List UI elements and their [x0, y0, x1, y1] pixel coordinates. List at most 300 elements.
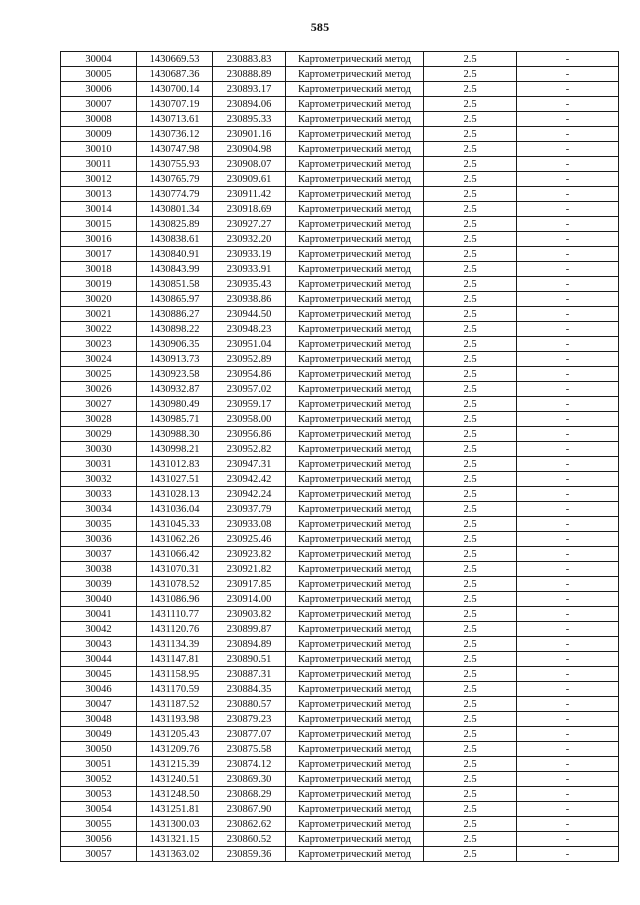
y-coordinate-cell: 230903.82 — [213, 607, 286, 622]
table-row — [61, 172, 619, 187]
x-coordinate-cell: 1431215.39 — [137, 757, 213, 772]
y-coordinate-cell: 230947.31 — [213, 457, 286, 472]
method-cell: Картометрический метод — [286, 802, 424, 817]
point-number-cell: 30045 — [61, 667, 137, 682]
note-cell: - — [517, 52, 619, 67]
y-coordinate-cell: 230959.17 — [213, 397, 286, 412]
accuracy-cell: 2.5 — [424, 442, 517, 457]
table-row — [61, 232, 619, 247]
note-cell: - — [517, 127, 619, 142]
method-cell: Картометрический метод — [286, 697, 424, 712]
note-cell: - — [517, 337, 619, 352]
accuracy-cell: 2.5 — [424, 712, 517, 727]
y-coordinate-cell: 230933.19 — [213, 247, 286, 262]
note-cell: - — [517, 322, 619, 337]
note-cell: - — [517, 772, 619, 787]
point-number-cell: 30027 — [61, 397, 137, 412]
x-coordinate-cell: 1430765.79 — [137, 172, 213, 187]
point-number-cell: 30004 — [61, 52, 137, 67]
table-row — [61, 667, 619, 682]
y-coordinate-cell: 230927.27 — [213, 217, 286, 232]
accuracy-cell: 2.5 — [424, 187, 517, 202]
point-number-cell: 30013 — [61, 187, 137, 202]
method-cell: Картометрический метод — [286, 247, 424, 262]
table-row — [61, 217, 619, 232]
point-number-cell: 30032 — [61, 472, 137, 487]
table-row — [61, 67, 619, 82]
x-coordinate-cell: 1430886.27 — [137, 307, 213, 322]
x-coordinate-cell: 1430736.12 — [137, 127, 213, 142]
table-row — [61, 352, 619, 367]
table-row — [61, 412, 619, 427]
note-cell: - — [517, 67, 619, 82]
accuracy-cell: 2.5 — [424, 817, 517, 832]
note-cell: - — [517, 787, 619, 802]
method-cell: Картометрический метод — [286, 352, 424, 367]
x-coordinate-cell: 1430985.71 — [137, 412, 213, 427]
accuracy-cell: 2.5 — [424, 802, 517, 817]
note-cell: - — [517, 817, 619, 832]
method-cell: Картометрический метод — [286, 487, 424, 502]
x-coordinate-cell: 1430865.97 — [137, 292, 213, 307]
method-cell: Картометрический метод — [286, 337, 424, 352]
point-number-cell: 30042 — [61, 622, 137, 637]
note-cell: - — [517, 442, 619, 457]
accuracy-cell: 2.5 — [424, 667, 517, 682]
y-coordinate-cell: 230893.17 — [213, 82, 286, 97]
note-cell: - — [517, 577, 619, 592]
y-coordinate-cell: 230933.08 — [213, 517, 286, 532]
method-cell: Картометрический метод — [286, 202, 424, 217]
method-cell: Картометрический метод — [286, 157, 424, 172]
x-coordinate-cell: 1430843.99 — [137, 262, 213, 277]
x-coordinate-cell: 1430755.93 — [137, 157, 213, 172]
note-cell: - — [517, 517, 619, 532]
y-coordinate-cell: 230911.42 — [213, 187, 286, 202]
accuracy-cell: 2.5 — [424, 217, 517, 232]
method-cell: Картометрический метод — [286, 772, 424, 787]
y-coordinate-cell: 230890.51 — [213, 652, 286, 667]
x-coordinate-cell: 1431070.31 — [137, 562, 213, 577]
y-coordinate-cell: 230874.12 — [213, 757, 286, 772]
y-coordinate-cell: 230877.07 — [213, 727, 286, 742]
point-number-cell: 30048 — [61, 712, 137, 727]
accuracy-cell: 2.5 — [424, 337, 517, 352]
table-row — [61, 262, 619, 277]
y-coordinate-cell: 230952.89 — [213, 352, 286, 367]
table-row — [61, 127, 619, 142]
method-cell: Картометрический метод — [286, 292, 424, 307]
table-row — [61, 817, 619, 832]
point-number-cell: 30010 — [61, 142, 137, 157]
method-cell: Картометрический метод — [286, 667, 424, 682]
method-cell: Картометрический метод — [286, 787, 424, 802]
method-cell: Картометрический метод — [286, 712, 424, 727]
method-cell: Картометрический метод — [286, 757, 424, 772]
point-number-cell: 30034 — [61, 502, 137, 517]
table-row — [61, 502, 619, 517]
accuracy-cell: 2.5 — [424, 52, 517, 67]
method-cell: Картометрический метод — [286, 442, 424, 457]
method-cell: Картометрический метод — [286, 127, 424, 142]
note-cell: - — [517, 202, 619, 217]
point-number-cell: 30028 — [61, 412, 137, 427]
coordinates-table — [60, 51, 619, 862]
method-cell: Картометрический метод — [286, 322, 424, 337]
y-coordinate-cell: 230933.91 — [213, 262, 286, 277]
accuracy-cell: 2.5 — [424, 517, 517, 532]
accuracy-cell: 2.5 — [424, 622, 517, 637]
method-cell: Картометрический метод — [286, 412, 424, 427]
x-coordinate-cell: 1431027.51 — [137, 472, 213, 487]
table-row — [61, 682, 619, 697]
table-row — [61, 607, 619, 622]
method-cell: Картометрический метод — [286, 577, 424, 592]
method-cell: Картометрический метод — [286, 622, 424, 637]
method-cell: Картометрический метод — [286, 637, 424, 652]
table-row — [61, 307, 619, 322]
x-coordinate-cell: 1430801.34 — [137, 202, 213, 217]
note-cell: - — [517, 382, 619, 397]
x-coordinate-cell: 1431134.39 — [137, 637, 213, 652]
point-number-cell: 30053 — [61, 787, 137, 802]
x-coordinate-cell: 1431240.51 — [137, 772, 213, 787]
table-row — [61, 277, 619, 292]
method-cell: Картометрический метод — [286, 547, 424, 562]
point-number-cell: 30011 — [61, 157, 137, 172]
table-row — [61, 742, 619, 757]
accuracy-cell: 2.5 — [424, 322, 517, 337]
point-number-cell: 30021 — [61, 307, 137, 322]
y-coordinate-cell: 230925.46 — [213, 532, 286, 547]
accuracy-cell: 2.5 — [424, 637, 517, 652]
accuracy-cell: 2.5 — [424, 532, 517, 547]
method-cell: Картометрический метод — [286, 682, 424, 697]
x-coordinate-cell: 1431363.02 — [137, 847, 213, 862]
note-cell: - — [517, 292, 619, 307]
x-coordinate-cell: 1431120.76 — [137, 622, 213, 637]
x-coordinate-cell: 1431078.52 — [137, 577, 213, 592]
x-coordinate-cell: 1430980.49 — [137, 397, 213, 412]
table-row — [61, 532, 619, 547]
x-coordinate-cell: 1431147.81 — [137, 652, 213, 667]
note-cell: - — [517, 142, 619, 157]
accuracy-cell: 2.5 — [424, 292, 517, 307]
x-coordinate-cell: 1430932.87 — [137, 382, 213, 397]
accuracy-cell: 2.5 — [424, 142, 517, 157]
x-coordinate-cell: 1431187.52 — [137, 697, 213, 712]
accuracy-cell: 2.5 — [424, 247, 517, 262]
accuracy-cell: 2.5 — [424, 457, 517, 472]
table-row — [61, 472, 619, 487]
note-cell: - — [517, 487, 619, 502]
point-number-cell: 30025 — [61, 367, 137, 382]
x-coordinate-cell: 1431012.83 — [137, 457, 213, 472]
accuracy-cell: 2.5 — [424, 97, 517, 112]
y-coordinate-cell: 230901.16 — [213, 127, 286, 142]
point-number-cell: 30008 — [61, 112, 137, 127]
x-coordinate-cell: 1431036.04 — [137, 502, 213, 517]
table-row — [61, 697, 619, 712]
y-coordinate-cell: 230894.06 — [213, 97, 286, 112]
x-coordinate-cell: 1431209.76 — [137, 742, 213, 757]
accuracy-cell: 2.5 — [424, 112, 517, 127]
method-cell: Картометрический метод — [286, 217, 424, 232]
method-cell: Картометрический метод — [286, 367, 424, 382]
point-number-cell: 30026 — [61, 382, 137, 397]
y-coordinate-cell: 230954.86 — [213, 367, 286, 382]
y-coordinate-cell: 230909.61 — [213, 172, 286, 187]
table-row — [61, 787, 619, 802]
point-number-cell: 30018 — [61, 262, 137, 277]
y-coordinate-cell: 230942.24 — [213, 487, 286, 502]
accuracy-cell: 2.5 — [424, 607, 517, 622]
y-coordinate-cell: 230935.43 — [213, 277, 286, 292]
x-coordinate-cell: 1431158.95 — [137, 667, 213, 682]
point-number-cell: 30012 — [61, 172, 137, 187]
y-coordinate-cell: 230862.62 — [213, 817, 286, 832]
y-coordinate-cell: 230895.33 — [213, 112, 286, 127]
y-coordinate-cell: 230917.85 — [213, 577, 286, 592]
method-cell: Картометрический метод — [286, 277, 424, 292]
y-coordinate-cell: 230958.00 — [213, 412, 286, 427]
table-row — [61, 187, 619, 202]
note-cell: - — [517, 742, 619, 757]
y-coordinate-cell: 230859.36 — [213, 847, 286, 862]
note-cell: - — [517, 697, 619, 712]
x-coordinate-cell: 1431110.77 — [137, 607, 213, 622]
x-coordinate-cell: 1430988.30 — [137, 427, 213, 442]
table-row — [61, 517, 619, 532]
note-cell: - — [517, 547, 619, 562]
table-row — [61, 592, 619, 607]
method-cell: Картометрический метод — [286, 502, 424, 517]
accuracy-cell: 2.5 — [424, 172, 517, 187]
table-row — [61, 847, 619, 862]
point-number-cell: 30036 — [61, 532, 137, 547]
accuracy-cell: 2.5 — [424, 772, 517, 787]
method-cell: Картометрический метод — [286, 232, 424, 247]
accuracy-cell: 2.5 — [424, 847, 517, 862]
note-cell: - — [517, 427, 619, 442]
accuracy-cell: 2.5 — [424, 352, 517, 367]
point-number-cell: 30038 — [61, 562, 137, 577]
method-cell: Картометрический метод — [286, 67, 424, 82]
table-row — [61, 202, 619, 217]
note-cell: - — [517, 652, 619, 667]
note-cell: - — [517, 802, 619, 817]
method-cell: Картометрический метод — [286, 382, 424, 397]
point-number-cell: 30044 — [61, 652, 137, 667]
method-cell: Картометрический метод — [286, 427, 424, 442]
note-cell: - — [517, 352, 619, 367]
table-row — [61, 637, 619, 652]
x-coordinate-cell: 1430851.58 — [137, 277, 213, 292]
point-number-cell: 30056 — [61, 832, 137, 847]
point-number-cell: 30022 — [61, 322, 137, 337]
x-coordinate-cell: 1430840.91 — [137, 247, 213, 262]
note-cell: - — [517, 727, 619, 742]
accuracy-cell: 2.5 — [424, 232, 517, 247]
point-number-cell: 30054 — [61, 802, 137, 817]
accuracy-cell: 2.5 — [424, 577, 517, 592]
method-cell: Картометрический метод — [286, 52, 424, 67]
point-number-cell: 30020 — [61, 292, 137, 307]
accuracy-cell: 2.5 — [424, 742, 517, 757]
method-cell: Картометрический метод — [286, 607, 424, 622]
accuracy-cell: 2.5 — [424, 562, 517, 577]
note-cell: - — [517, 457, 619, 472]
note-cell: - — [517, 157, 619, 172]
table-row — [61, 157, 619, 172]
point-number-cell: 30047 — [61, 697, 137, 712]
method-cell: Картометрический метод — [286, 472, 424, 487]
note-cell: - — [517, 232, 619, 247]
method-cell: Картометрический метод — [286, 82, 424, 97]
accuracy-cell: 2.5 — [424, 472, 517, 487]
point-number-cell: 30035 — [61, 517, 137, 532]
point-number-cell: 30031 — [61, 457, 137, 472]
note-cell: - — [517, 622, 619, 637]
y-coordinate-cell: 230884.35 — [213, 682, 286, 697]
note-cell: - — [517, 682, 619, 697]
note-cell: - — [517, 847, 619, 862]
method-cell: Картометрический метод — [286, 532, 424, 547]
x-coordinate-cell: 1431062.26 — [137, 532, 213, 547]
x-coordinate-cell: 1430669.53 — [137, 52, 213, 67]
accuracy-cell: 2.5 — [424, 277, 517, 292]
accuracy-cell: 2.5 — [424, 67, 517, 82]
accuracy-cell: 2.5 — [424, 547, 517, 562]
x-coordinate-cell: 1430747.98 — [137, 142, 213, 157]
x-coordinate-cell: 1431248.50 — [137, 787, 213, 802]
accuracy-cell: 2.5 — [424, 202, 517, 217]
y-coordinate-cell: 230956.86 — [213, 427, 286, 442]
y-coordinate-cell: 230899.87 — [213, 622, 286, 637]
table-row — [61, 562, 619, 577]
note-cell: - — [517, 502, 619, 517]
y-coordinate-cell: 230908.07 — [213, 157, 286, 172]
note-cell: - — [517, 172, 619, 187]
point-number-cell: 30046 — [61, 682, 137, 697]
method-cell: Картометрический метод — [286, 847, 424, 862]
x-coordinate-cell: 1430913.73 — [137, 352, 213, 367]
y-coordinate-cell: 230867.90 — [213, 802, 286, 817]
y-coordinate-cell: 230869.30 — [213, 772, 286, 787]
accuracy-cell: 2.5 — [424, 427, 517, 442]
point-number-cell: 30055 — [61, 817, 137, 832]
y-coordinate-cell: 230948.23 — [213, 322, 286, 337]
point-number-cell: 30040 — [61, 592, 137, 607]
accuracy-cell: 2.5 — [424, 157, 517, 172]
point-number-cell: 30033 — [61, 487, 137, 502]
table-row — [61, 712, 619, 727]
accuracy-cell: 2.5 — [424, 82, 517, 97]
method-cell: Картометрический метод — [286, 112, 424, 127]
y-coordinate-cell: 230879.23 — [213, 712, 286, 727]
point-number-cell: 30030 — [61, 442, 137, 457]
method-cell: Картометрический метод — [286, 742, 424, 757]
method-cell: Картометрический метод — [286, 562, 424, 577]
accuracy-cell: 2.5 — [424, 697, 517, 712]
note-cell: - — [517, 112, 619, 127]
y-coordinate-cell: 230875.58 — [213, 742, 286, 757]
x-coordinate-cell: 1430838.61 — [137, 232, 213, 247]
table-row — [61, 142, 619, 157]
accuracy-cell: 2.5 — [424, 727, 517, 742]
accuracy-cell: 2.5 — [424, 682, 517, 697]
method-cell: Картометрический метод — [286, 457, 424, 472]
y-coordinate-cell: 230951.04 — [213, 337, 286, 352]
y-coordinate-cell: 230904.98 — [213, 142, 286, 157]
x-coordinate-cell: 1430923.58 — [137, 367, 213, 382]
note-cell: - — [517, 532, 619, 547]
x-coordinate-cell: 1430700.14 — [137, 82, 213, 97]
accuracy-cell: 2.5 — [424, 367, 517, 382]
point-number-cell: 30049 — [61, 727, 137, 742]
y-coordinate-cell: 230887.31 — [213, 667, 286, 682]
x-coordinate-cell: 1431205.43 — [137, 727, 213, 742]
x-coordinate-cell: 1430774.79 — [137, 187, 213, 202]
x-coordinate-cell: 1430898.22 — [137, 322, 213, 337]
table-row — [61, 802, 619, 817]
accuracy-cell: 2.5 — [424, 382, 517, 397]
method-cell: Картометрический метод — [286, 262, 424, 277]
accuracy-cell: 2.5 — [424, 757, 517, 772]
x-coordinate-cell: 1431170.59 — [137, 682, 213, 697]
point-number-cell: 30039 — [61, 577, 137, 592]
table-row — [61, 337, 619, 352]
method-cell: Картометрический метод — [286, 517, 424, 532]
table-row — [61, 82, 619, 97]
table-row — [61, 622, 619, 637]
note-cell: - — [517, 562, 619, 577]
table-row — [61, 487, 619, 502]
accuracy-cell: 2.5 — [424, 502, 517, 517]
method-cell: Картометрический метод — [286, 307, 424, 322]
note-cell: - — [517, 82, 619, 97]
accuracy-cell: 2.5 — [424, 487, 517, 502]
table-row — [61, 397, 619, 412]
table-row — [61, 52, 619, 67]
point-number-cell: 30009 — [61, 127, 137, 142]
note-cell: - — [517, 187, 619, 202]
note-cell: - — [517, 97, 619, 112]
point-number-cell: 30029 — [61, 427, 137, 442]
method-cell: Картометрический метод — [286, 592, 424, 607]
x-coordinate-cell: 1430998.21 — [137, 442, 213, 457]
x-coordinate-cell: 1431321.15 — [137, 832, 213, 847]
accuracy-cell: 2.5 — [424, 127, 517, 142]
note-cell: - — [517, 472, 619, 487]
x-coordinate-cell: 1431300.03 — [137, 817, 213, 832]
x-coordinate-cell: 1430687.36 — [137, 67, 213, 82]
method-cell: Картометрический метод — [286, 727, 424, 742]
note-cell: - — [517, 277, 619, 292]
x-coordinate-cell: 1431193.98 — [137, 712, 213, 727]
table-row — [61, 577, 619, 592]
point-number-cell: 30041 — [61, 607, 137, 622]
accuracy-cell: 2.5 — [424, 832, 517, 847]
y-coordinate-cell: 230937.79 — [213, 502, 286, 517]
x-coordinate-cell: 1431066.42 — [137, 547, 213, 562]
note-cell: - — [517, 397, 619, 412]
table-row — [61, 832, 619, 847]
x-coordinate-cell: 1431045.33 — [137, 517, 213, 532]
note-cell: - — [517, 592, 619, 607]
point-number-cell: 30052 — [61, 772, 137, 787]
x-coordinate-cell: 1431086.96 — [137, 592, 213, 607]
